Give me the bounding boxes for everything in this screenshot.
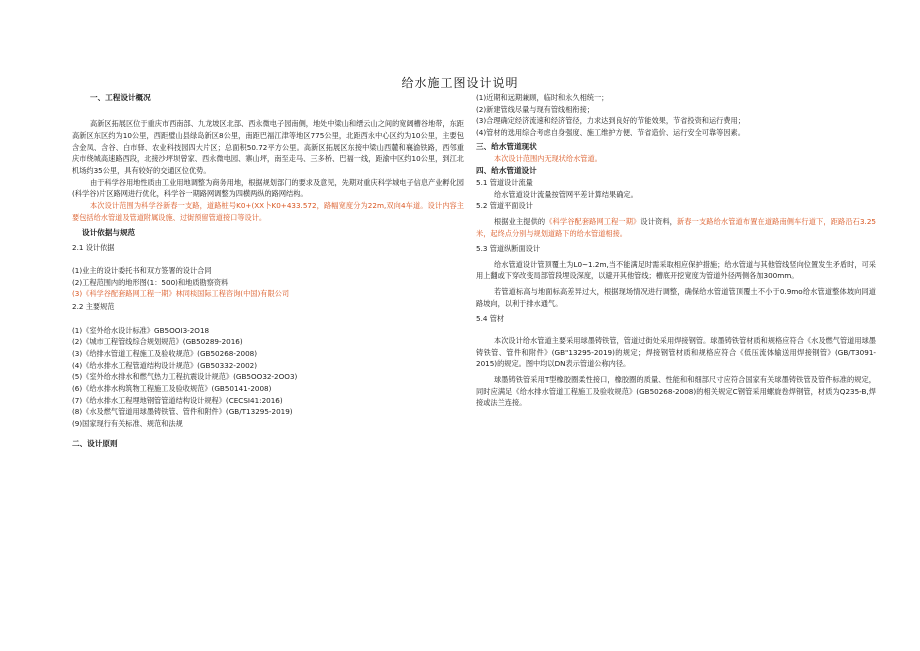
plan-text-d: 新春一支路给水管道布置在道路南侧车行道下，距路沿石3.25米，起终点分别与规划道路下的给水管道相接。 <box>476 216 876 238</box>
norm-item-8: (8)《水及燃气管道用球墨铸铁管、管件和附件》(GB/T13295-2019) <box>72 407 293 417</box>
section-heading-design: 四、给水管道设计 <box>476 165 537 175</box>
section-heading-principles: 二、设计原则 <box>72 438 118 448</box>
norm-item-6: (6)《给水排水构筑物工程施工及验收规范》(GB50141-2008) <box>72 384 272 394</box>
basis-item-1: (1)业主的设计委托书和双方签署的设计合同 <box>72 266 212 276</box>
overview-paragraph-2: 由于科学谷用地性质由工业用地调整为商务用地，根据规划部门的要求及意见，先期对重庆科学城电子信息产业孵化园(科学谷)片区路网进行优化，科学谷一期路网调整为四横两纵的路网结构。 <box>72 177 464 199</box>
norm-item-2: (2)《城市工程管线综合规划规范》(GB50289-2016) <box>72 337 243 347</box>
subsection-label-5-4: 5.4 管材 <box>476 314 505 324</box>
principle-item-1: (1)近期和远期兼顾，临时和永久相统一； <box>476 93 609 102</box>
section-heading-overview: 一、工程设计概况 <box>90 93 151 102</box>
norm-item-9: (9)国家现行有关标准、规范和法规 <box>72 419 183 429</box>
subsection-label-2-1: 2.1 设计依据 <box>72 242 115 252</box>
basis-item-2: (2)工程范围内的地形图(1：500)和地质勘察资料 <box>72 277 229 287</box>
subsection-label-5-1: 5.1 管道设计流量 <box>476 177 533 187</box>
material-paragraph-1: 本次设计给水管道主要采用球墨铸铁管，管道过街处采用焊接钢管。球墨铸铁管材质和规格应符合《水及燃气管道用球墨铸铁管、管件和附件》(GB"13295-2019)的规定；焊接钢管材质和规格应符合《低压流体输送用焊接钢管》(GB/T3091-2015)的规定。图中均以DN表示管道公称内径。 <box>476 336 876 369</box>
norm-item-3: (3)《给排水管道工程施工及验收规范》(GB50268-2008) <box>72 349 258 359</box>
principle-item-4: (4)管材的选用综合考虑自身强度、施工维护方便、节省造价、运行安全可靠等因素。 <box>476 127 745 137</box>
left-column <box>72 92 464 450</box>
norm-item-1: (1)《室外给水设计标准》GB5OOI3-2O18 <box>72 325 210 335</box>
subsection-label-5-2: 5.2 管道平面设计 <box>476 201 533 211</box>
basis-item-3: (3)《科学谷配套路网工程一期》林同棪国际工程咨询(中国)有限公司 <box>72 289 290 299</box>
page-title: 给水施工图设计说明 <box>401 76 519 90</box>
flow-text: 给水管道设计流量按管网平差计算结果确定。 <box>494 189 638 199</box>
profile-paragraph-2: 若管道标高与地面标高差异过大，根据现场情况进行调整，确保给水管道管顶覆土不小于0.9mo给水管道整体坡向同道路坡向，以利于排水通气。 <box>476 287 876 308</box>
profile-paragraph-1: 给水管道设计管顶覆土为L0~1.2m,当不能满足时需采取相应保护措施；给水管道与其他管线竖向位置发生矛盾时，可采用上翻或下穿改变局部管段埋设深度，以避开其他管线；槽底开挖宽度为管道外径两侧各加300mm。 <box>476 259 876 281</box>
principle-item-2: (2)新建管线尽量与现有管线相衔接； <box>476 104 594 114</box>
norm-item-4: (4)《给水排水工程管道结构设计规范》(GB50332-2002) <box>72 360 258 370</box>
overview-paragraph-3: 本次设计范围为科学谷新春一支路，道路桩号K0+(XX卜K0+433.572，路幅宽度分为22m,双向4车道。设计内容主要包括给水管道及管道附属设施、过街预留管道接口等设计。 <box>72 200 464 222</box>
subsection-label-5-3: 5.3 管道纵断面设计 <box>476 244 541 254</box>
norm-item-7: (7)《给水排水工程埋地钢管管道结构设计规程》(CECSI41:2016) <box>72 395 283 405</box>
principle-item-3: (3)合理确定经济流速和经济管径，力求达到良好的节能效果，节省投资和运行费用； <box>476 116 745 126</box>
status-text: 本次设计范围内无现状给水管道。 <box>494 153 602 163</box>
subsection-label-2-2: 2.2 主要规范 <box>72 302 115 312</box>
plan-text-a: 根据业主提供的 <box>494 216 546 226</box>
plan-text-b: 《科学谷配套路网工程一期》 <box>545 216 641 226</box>
norm-item-5: (5)《室外给水排水和燃气热力工程抗震设计规范》(GB5OO32-2OO3) <box>72 372 298 382</box>
plan-text-c: 设计资料， <box>640 216 677 226</box>
section-heading-basis: 设计依据与规范 <box>82 228 136 238</box>
plan-design-paragraph <box>476 216 876 239</box>
overview-paragraph-1: 高新区拓展区位于重庆市西南部、九龙坡区北部、西永微电子园南侧，地处中梁山和缙云山之间的宽阔槽谷地带，东距高新区东区约为10公里，西距璧山县绿岛新区8公里，南距巴福江津等地区775公里，北距西永中心区约为10公里，主要包含金凤、含谷、白市驿、农业科技园四大片区；总面积50.72平方公里。高新区拓展区东接中梁山西麓和襄渝铁路，西邻重庆市绕城高速路西段，北接沙坪坝曾家、西永微电园、寨山坪，南至走马、三多桥、巴福一线，距渝中区约10公里，到江北机场约35公里，具有较好的交通区位优势。 <box>72 119 464 175</box>
section-heading-status: 三、给水管道现状 <box>476 141 537 151</box>
material-paragraph-2: 球墨铸铁管采用T型橡胶圈柔性接口，橡胶圈的质量、性能和和细部尺寸应符合国家有关球墨铸铁管及管件标准的规定，同时应满足《给水排水管道工程施工及验收规范》(GB50268-2008)的相关规定C钢管采用螺旋卷焊钢管，材质为Q235-B,焊接或法兰连接。 <box>476 375 876 408</box>
right-column <box>476 92 876 409</box>
